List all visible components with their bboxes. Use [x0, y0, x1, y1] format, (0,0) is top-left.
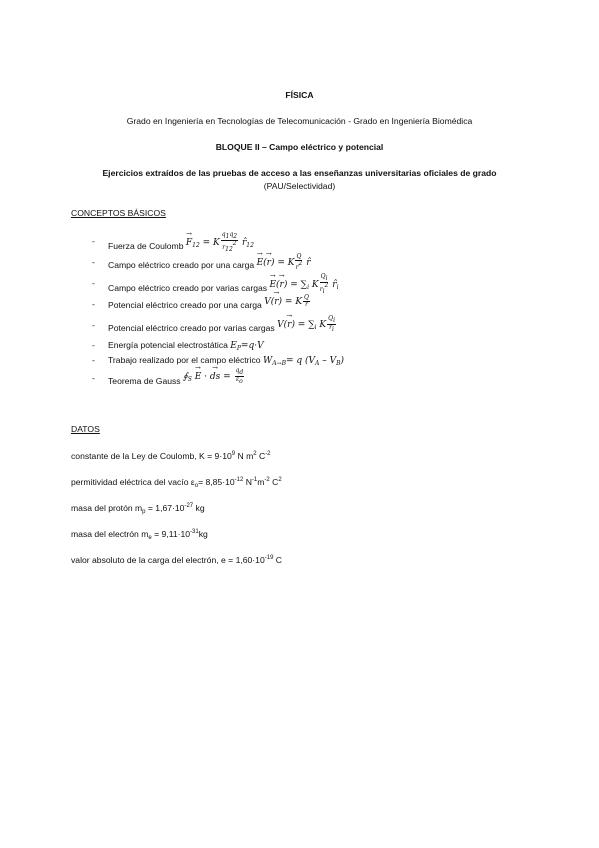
block-title: BLOQUE II – Campo eléctrico y potencial	[215, 142, 384, 152]
data-coulomb-constant: constante de la Ley de Coulomb, $K = 9\cdot 10^9$ N $m^2$ $C^{-2}$	[71, 451, 271, 461]
concept-item-work	[108, 355, 344, 368]
exercises-line-2: (PAU/Selectividad)	[263, 181, 336, 191]
concept-label: Energía potencial electrostática	[108, 340, 228, 350]
formula-field-one: → E(→ r) = K $\frac{Q}{r2}$ r̂	[257, 258, 311, 268]
concept-label: Campo eléctrico creado por varias cargas	[108, 283, 268, 294]
formula-work: $W_{A\to B}= q$ $(V_A - V_B)$	[262, 356, 345, 367]
bullet: -	[92, 373, 95, 383]
concept-label: Fuerza de Coulomb	[108, 241, 184, 252]
degrees-line: Grado en Ingeniería en Tecnologías de Telecomunicación - Grado en Ingeniería Biomédica	[126, 116, 473, 126]
formula-potential-many: $V(\to r) = \sum_i$ K $\frac{Qi}{ri}$	[277, 320, 337, 330]
formula-coulomb: → $F_{12} = K$ $\frac{q1q2}{r122}$ $r̂_{12}$	[186, 238, 254, 248]
concept-label: Potencial eléctrico creado por varias cargas	[108, 323, 275, 334]
bullet: -	[92, 320, 95, 330]
concept-label: Teorema de Gauss	[108, 376, 181, 387]
page-title: FÍSICA	[285, 90, 314, 100]
formula-energy: $E_P=q\cdot V$	[230, 341, 264, 352]
formula-field-many: → $E(\to r) = \sum_i$ K $\frac{Qi}{ri2}$ $r̂_i$	[269, 280, 338, 290]
bullet: -	[92, 257, 95, 267]
concept-item-potential-one	[108, 295, 311, 309]
concept-label: Trabajo realizado por el campo eléctrico	[108, 355, 261, 365]
bullet: -	[92, 355, 95, 365]
formula-gauss: $∮_S \to E$ · → ds = $\frac{qd}{\varepsilon o}$	[183, 372, 245, 382]
data-electron-mass: masa del electrón $m_e = 9,11\cdot 10^{-31}kg$	[71, 529, 208, 541]
bullet: -	[92, 278, 95, 288]
data-permittivity: permitividad eléctrica del vacío $\varepsilon_o= 8,85\cdot 10^{-12}$ $N^{-1}m^{-2}$ $C^2$	[71, 477, 282, 489]
concept-item-field-one	[108, 254, 311, 272]
concept-item-gauss	[108, 368, 245, 386]
data-electron-charge: valor absoluto de la carga del electrón, $e = 1,60\cdot 10^{-19}$ C	[71, 555, 282, 565]
concept-label: Potencial eléctrico creado por una carga	[108, 300, 262, 311]
formula-potential-one: V(→ r) = K $\frac{Q}{r}$	[264, 297, 311, 307]
concept-item-coulomb	[108, 232, 254, 254]
concept-item-field-many	[108, 274, 339, 296]
exercises-line-1: Ejercicios extraídos de las pruebas de acceso a las enseñanzas universitarias oficiales de grado	[102, 168, 497, 178]
bullet: -	[92, 236, 95, 246]
bullet: -	[92, 299, 95, 309]
concept-label: Campo eléctrico creado por una carga	[108, 260, 255, 271]
concept-item-potential-many	[108, 316, 337, 334]
conceptos-heading: CONCEPTOS BÁSICOS	[71, 208, 166, 218]
bullet: -	[92, 340, 95, 350]
datos-heading: DATOS	[71, 424, 100, 434]
concept-item-energy	[108, 340, 264, 353]
data-proton-mass: masa del protón $m_p = 1,67\cdot 10^{-27}$ kg	[71, 503, 205, 515]
